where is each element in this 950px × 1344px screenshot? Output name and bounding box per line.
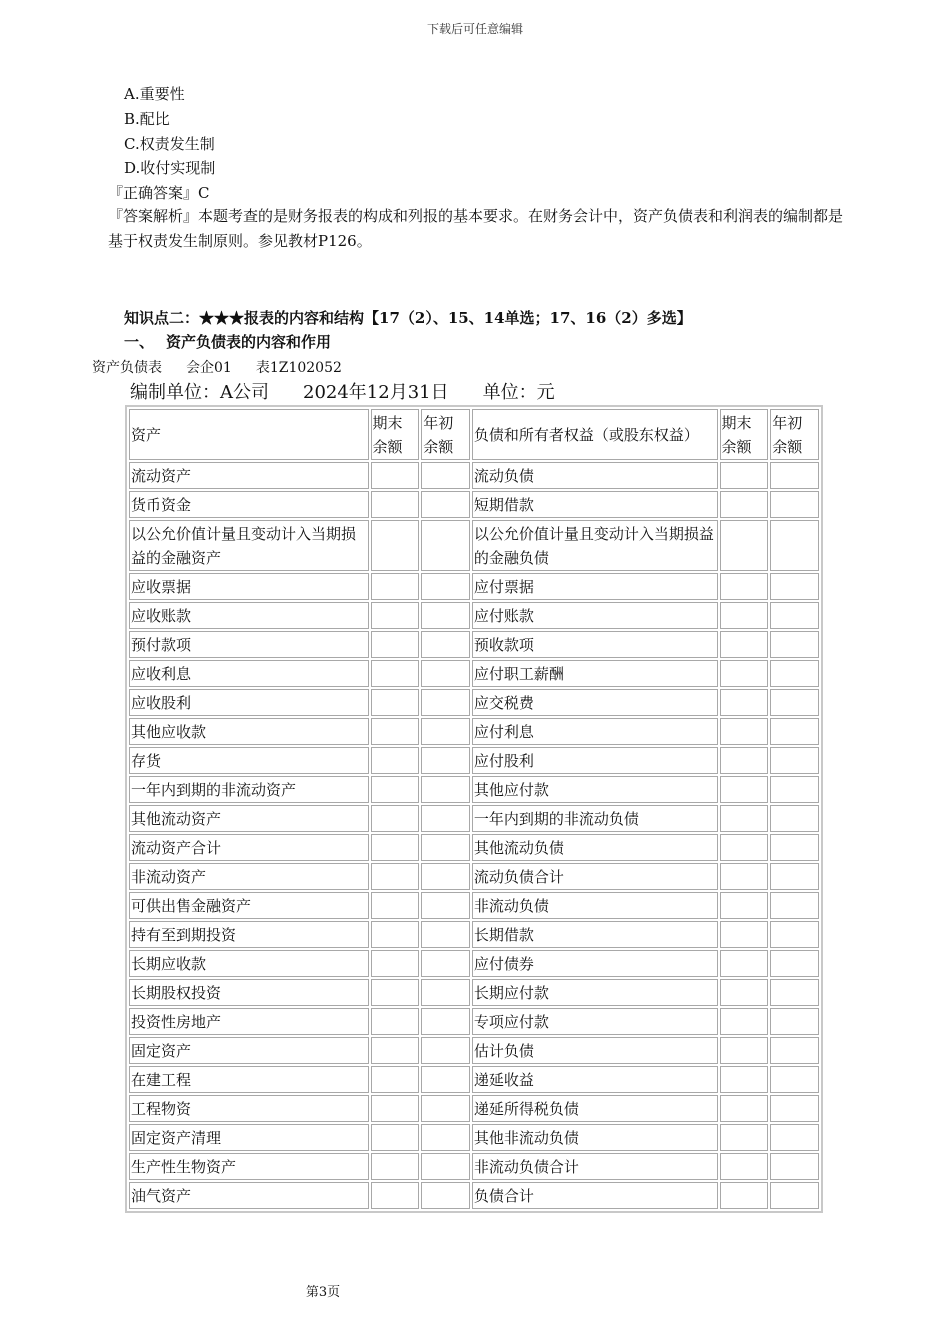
liability-period-end-cell (720, 805, 769, 832)
table-row (129, 631, 819, 658)
liability-cell: 应付账款 (472, 602, 718, 629)
liability-year-start-cell (770, 892, 819, 919)
asset-cell: 长期股权投资 (129, 979, 369, 1006)
asset-period-end-cell (371, 491, 420, 518)
table-row (129, 1008, 819, 1035)
asset-period-end-cell (371, 602, 420, 629)
liability-year-start-cell (770, 1066, 819, 1093)
liability-cell: 非流动负债 (472, 892, 718, 919)
asset-year-start-cell (421, 863, 470, 890)
asset-cell: 长期应收款 (129, 950, 369, 977)
liability-year-start-cell (770, 573, 819, 600)
asset-cell: 其他应收款 (129, 718, 369, 745)
liability-period-end-cell (720, 892, 769, 919)
liability-cell: 其他非流动负债 (472, 1124, 718, 1151)
section-title: 资产负债表的内容和作用 (166, 333, 332, 351)
asset-period-end-cell (371, 520, 420, 571)
header-assets: 资产 (129, 409, 369, 460)
table-row (129, 1095, 819, 1122)
liability-cell: 应付票据 (472, 573, 718, 600)
liability-year-start-cell (770, 979, 819, 1006)
form-table-number: 表1Z102052 (255, 360, 342, 376)
asset-year-start-cell (421, 573, 470, 600)
liability-cell: 应付债券 (472, 950, 718, 977)
asset-year-start-cell (421, 1008, 470, 1035)
header-year-start: 年初余额 (421, 409, 470, 460)
liability-period-end-cell (720, 718, 769, 745)
table-header-row (129, 409, 819, 460)
header-period-end: 期末余额 (720, 409, 769, 460)
asset-period-end-cell (371, 805, 420, 832)
asset-period-end-cell (371, 1066, 420, 1093)
liability-cell: 递延所得税负债 (472, 1095, 718, 1122)
header-liabilities-equity: 负债和所有者权益（或股东权益） (472, 409, 718, 460)
table-row (129, 1182, 819, 1209)
liability-period-end-cell (720, 834, 769, 861)
asset-year-start-cell (421, 950, 470, 977)
table-row (129, 950, 819, 977)
liability-year-start-cell (770, 834, 819, 861)
liability-period-end-cell (720, 631, 769, 658)
liability-year-start-cell (770, 520, 819, 571)
liability-period-end-cell (720, 950, 769, 977)
table-row (129, 863, 819, 890)
table-row (129, 602, 819, 629)
form-code: 会企01 (186, 360, 232, 376)
asset-period-end-cell (371, 1182, 420, 1209)
liability-period-end-cell (720, 602, 769, 629)
table-row (129, 1037, 819, 1064)
table-row (129, 776, 819, 803)
asset-year-start-cell (421, 979, 470, 1006)
asset-year-start-cell (421, 776, 470, 803)
asset-year-start-cell (421, 1182, 470, 1209)
liability-period-end-cell (720, 979, 769, 1006)
asset-cell: 预付款项 (129, 631, 369, 658)
liability-cell: 其他流动负债 (472, 834, 718, 861)
liability-cell: 专项应付款 (472, 1008, 718, 1035)
header-year-start: 年初余额 (770, 409, 819, 460)
asset-year-start-cell (421, 921, 470, 948)
asset-cell: 油气资产 (129, 1182, 369, 1209)
asset-cell: 投资性房地产 (129, 1008, 369, 1035)
asset-year-start-cell (421, 1095, 470, 1122)
table-row (129, 462, 819, 489)
table-row (129, 979, 819, 1006)
asset-cell: 应收账款 (129, 602, 369, 629)
liability-period-end-cell (720, 863, 769, 890)
liability-cell: 估计负债 (472, 1037, 718, 1064)
liability-cell: 一年内到期的非流动负债 (472, 805, 718, 832)
asset-period-end-cell (371, 950, 420, 977)
liability-period-end-cell (720, 573, 769, 600)
asset-cell: 其他流动资产 (129, 805, 369, 832)
asset-cell: 持有至到期投资 (129, 921, 369, 948)
liability-year-start-cell (770, 718, 819, 745)
asset-period-end-cell (371, 979, 420, 1006)
company-unit: 编制单位：A公司 (130, 382, 269, 403)
liability-cell: 其他应付款 (472, 776, 718, 803)
asset-cell: 流动资产 (129, 462, 369, 489)
balance-sheet-table (125, 405, 823, 1213)
liability-cell: 流动负债 (472, 462, 718, 489)
asset-cell: 应收股利 (129, 689, 369, 716)
liability-period-end-cell (720, 689, 769, 716)
section-number: 一、 (124, 333, 155, 351)
liability-cell: 短期借款 (472, 491, 718, 518)
table-row (129, 491, 819, 518)
liability-period-end-cell (720, 1153, 769, 1180)
liability-cell: 非流动负债合计 (472, 1153, 718, 1180)
form-info-line (92, 357, 366, 377)
asset-period-end-cell (371, 921, 420, 948)
asset-cell: 生产性生物资产 (129, 1153, 369, 1180)
asset-year-start-cell (421, 660, 470, 687)
table-row (129, 520, 819, 571)
liability-cell: 以公允价值计量且变动计入当期损益的金融负债 (472, 520, 718, 571)
liability-cell: 长期借款 (472, 921, 718, 948)
company-line (130, 378, 589, 404)
liability-year-start-cell (770, 1182, 819, 1209)
asset-year-start-cell (421, 689, 470, 716)
asset-year-start-cell (421, 1037, 470, 1064)
asset-year-start-cell (421, 1153, 470, 1180)
liability-cell: 应交税费 (472, 689, 718, 716)
asset-period-end-cell (371, 1124, 420, 1151)
option-a: A.重要性 (124, 85, 185, 103)
answer-explanation: 『答案解析』本题考查的是财务报表的构成和列报的基本要求。在财务会计中，资产负债表和利润表的编制都是基于权责发生制原则。参见教材P126。 (108, 207, 844, 250)
option-c: C.权责发生制 (124, 135, 215, 153)
liability-period-end-cell (720, 1182, 769, 1209)
liability-cell: 长期应付款 (472, 979, 718, 1006)
asset-period-end-cell (371, 573, 420, 600)
report-date: 2024年12月31日 (303, 382, 449, 403)
asset-year-start-cell (421, 631, 470, 658)
liability-period-end-cell (720, 520, 769, 571)
asset-cell: 非流动资产 (129, 863, 369, 890)
liability-period-end-cell (720, 1124, 769, 1151)
table-row (129, 660, 819, 687)
liability-period-end-cell (720, 921, 769, 948)
asset-period-end-cell (371, 1037, 420, 1064)
asset-year-start-cell (421, 834, 470, 861)
liability-period-end-cell (720, 1008, 769, 1035)
asset-year-start-cell (421, 491, 470, 518)
liability-year-start-cell (770, 1037, 819, 1064)
table-row (129, 747, 819, 774)
asset-cell: 一年内到期的非流动资产 (129, 776, 369, 803)
asset-cell: 固定资产 (129, 1037, 369, 1064)
asset-year-start-cell (421, 892, 470, 919)
liability-cell: 应付职工薪酬 (472, 660, 718, 687)
asset-cell: 可供出售金融资产 (129, 892, 369, 919)
table-row (129, 718, 819, 745)
asset-year-start-cell (421, 602, 470, 629)
page-number: 第3页 (305, 1285, 341, 1300)
asset-period-end-cell (371, 718, 420, 745)
liability-year-start-cell (770, 747, 819, 774)
asset-year-start-cell (421, 805, 470, 832)
asset-period-end-cell (371, 1008, 420, 1035)
asset-year-start-cell (421, 520, 470, 571)
liability-year-start-cell (770, 1095, 819, 1122)
asset-year-start-cell (421, 1066, 470, 1093)
liability-year-start-cell (770, 1153, 819, 1180)
table-row (129, 892, 819, 919)
liability-cell: 递延收益 (472, 1066, 718, 1093)
asset-period-end-cell (371, 776, 420, 803)
asset-period-end-cell (371, 834, 420, 861)
table-row (129, 805, 819, 832)
liability-period-end-cell (720, 1095, 769, 1122)
page-header: 下载后可任意编辑 (426, 22, 523, 36)
correct-answer: 『正确答案』C (108, 184, 210, 202)
liability-period-end-cell (720, 747, 769, 774)
liability-year-start-cell (770, 805, 819, 832)
liability-year-start-cell (770, 631, 819, 658)
table-row (129, 1153, 819, 1180)
knowledge-point-title: 知识点二：★★★报表的内容和结构【17（2）、15、14单选；17、16（2）多选】 (124, 309, 692, 327)
liability-period-end-cell (720, 1037, 769, 1064)
liability-year-start-cell (770, 462, 819, 489)
liability-year-start-cell (770, 776, 819, 803)
liability-year-start-cell (770, 921, 819, 948)
option-d: D.收付实现制 (124, 159, 216, 177)
asset-period-end-cell (371, 747, 420, 774)
liability-year-start-cell (770, 602, 819, 629)
asset-period-end-cell (371, 892, 420, 919)
section-heading (124, 331, 331, 352)
liability-period-end-cell (720, 660, 769, 687)
asset-cell: 流动资产合计 (129, 834, 369, 861)
liability-period-end-cell (720, 462, 769, 489)
liability-cell: 负债合计 (472, 1182, 718, 1209)
currency-unit: 单位：元 (482, 382, 555, 403)
asset-cell: 固定资产清理 (129, 1124, 369, 1151)
liability-cell: 预收款项 (472, 631, 718, 658)
asset-cell: 在建工程 (129, 1066, 369, 1093)
liability-year-start-cell (770, 950, 819, 977)
asset-period-end-cell (371, 660, 420, 687)
liability-year-start-cell (770, 1124, 819, 1151)
asset-cell: 工程物资 (129, 1095, 369, 1122)
asset-year-start-cell (421, 718, 470, 745)
liability-period-end-cell (720, 776, 769, 803)
asset-period-end-cell (371, 631, 420, 658)
table-row (129, 1124, 819, 1151)
option-b: B.配比 (124, 110, 170, 128)
liability-year-start-cell (770, 863, 819, 890)
liability-cell: 应付利息 (472, 718, 718, 745)
liability-period-end-cell (720, 491, 769, 518)
asset-cell: 货币资金 (129, 491, 369, 518)
asset-cell: 存货 (129, 747, 369, 774)
asset-period-end-cell (371, 462, 420, 489)
liability-cell: 流动负债合计 (472, 863, 718, 890)
table-row (129, 1066, 819, 1093)
asset-period-end-cell (371, 1153, 420, 1180)
asset-cell: 以公允价值计量且变动计入当期损益的金融资产 (129, 520, 369, 571)
asset-period-end-cell (371, 1095, 420, 1122)
table-row (129, 834, 819, 861)
asset-cell: 应收票据 (129, 573, 369, 600)
liability-year-start-cell (770, 689, 819, 716)
asset-period-end-cell (371, 689, 420, 716)
table-row (129, 921, 819, 948)
header-period-end: 期末余额 (371, 409, 420, 460)
asset-year-start-cell (421, 462, 470, 489)
asset-cell: 应收利息 (129, 660, 369, 687)
liability-cell: 应付股利 (472, 747, 718, 774)
liability-period-end-cell (720, 1066, 769, 1093)
table-row (129, 573, 819, 600)
table-row (129, 689, 819, 716)
asset-year-start-cell (421, 1124, 470, 1151)
form-name: 资产负债表 (92, 360, 162, 376)
asset-year-start-cell (421, 747, 470, 774)
liability-year-start-cell (770, 660, 819, 687)
asset-period-end-cell (371, 863, 420, 890)
liability-year-start-cell (770, 1008, 819, 1035)
liability-year-start-cell (770, 491, 819, 518)
